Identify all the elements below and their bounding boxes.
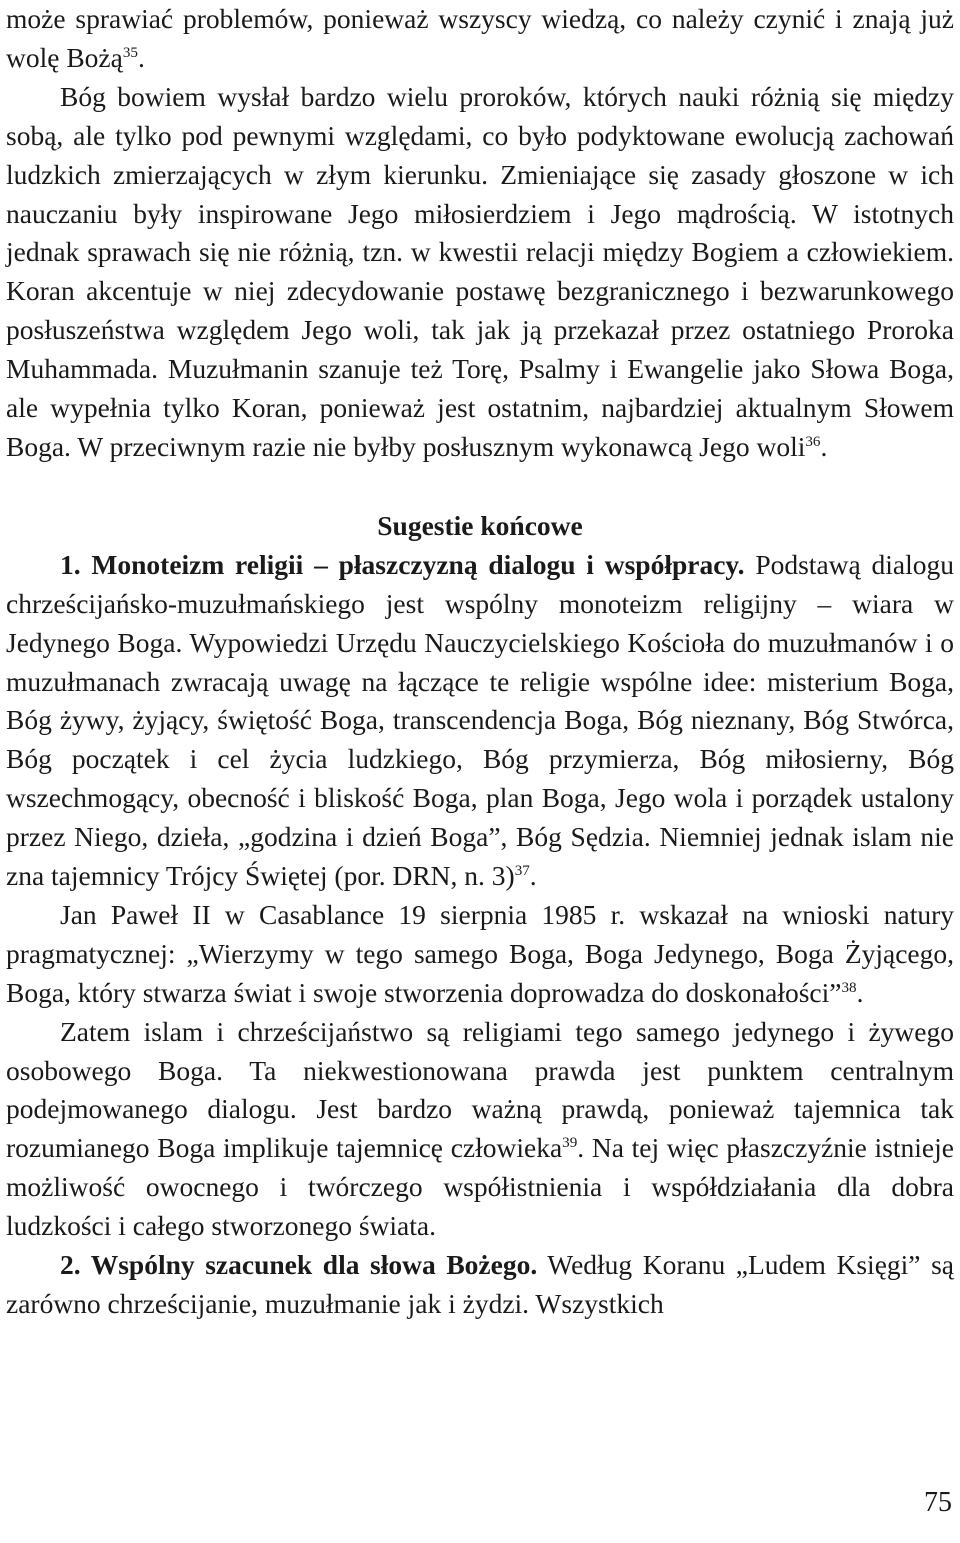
- paragraph-6: [6, 1246, 954, 1324]
- footnote-ref-35: 35: [122, 44, 138, 61]
- paragraph-2-text: Bóg bowiem wysłał bardzo wielu proroków, których nauki różnią się między sobą, ale tylko pod pewnymi względami, co było podyktowane ewolucją zachowań ludzkich zmierzających w złym kierunku. Zmieniające się zasady głoszone w ich nauczaniu były inspirowane Jego miłosierdziem i Jego mądrością. W istotnych jednak sprawach się nie różnią, tzn. w kwestii relacji między Bogiem a człowiekiem. Koran akcentuje w niej zdecydowanie postawę bezgranicznego i bezwarunkowego posłuszeństwa względem Jego woli, tak jak ją przekazał przez ostatniego Proroka Muhammada. Muzułmanin szanuje też Torę, Psalmy i Ewangelie jako Słowa Boga, ale wypełnia tylko Koran, ponieważ jest ostatnim, najbardziej aktualnym Słowem Boga. W przeciwnym razie nie byłby posłusznym wykonawcą Jego woli: [6, 80, 954, 462]
- page-number: 75: [924, 1487, 952, 1518]
- paragraph-3-tail: .: [529, 860, 537, 892]
- paragraph-4-text: Jan Paweł II w Casablance 19 sierpnia 1985 r. wskazał na wnioski natury pragmatycznej: „Wierzymy w tego samego Boga, Boga Jedynego, Boga Żyjącego, Boga, który stwarza świat i swoje stworzenia doprowadza do doskonałości”: [6, 898, 954, 1008]
- footnote-ref-38: 38: [841, 979, 857, 996]
- paragraph-6-text: Według Koranu „Ludem Księgi” są zarówno chrześcijanie, muzułmanie jak i żydzi. Wszystkich: [6, 1249, 954, 1319]
- paragraph-3-text: Podstawą dialogu chrześcijańsko-muzułmańskiego jest wspólny monoteizm religijny – wiara w Jedynego Boga. Wypowiedzi Urzędu Nauczycielskiego Kościoła do muzułmanów i o muzułmanach zwracają uwagę na łączące te religie wspólne idee: misterium Boga, Bóg żywy, żyjący, świętość Boga, transcendencja Boga, Bóg nieznany, Bóg Stwórca, Bóg początek i cel życia ludzkiego, Bóg przymierza, Bóg miłosierny, Bóg wszechmogący, obecność i bliskość Boga, plan Boga, Jego wola i porządek ustalony przez Niego, dzieła, „godzina i dzień Boga”, Bóg Sędzia. Niemniej jednak islam nie zna tajemnicy Trójcy Świętej (por. DRN, n. 3): [6, 548, 954, 892]
- paragraph-5: [6, 1013, 954, 1246]
- footnote-ref-37: 37: [514, 862, 530, 879]
- subsection-heading-2: 2. Wspólny szacunek dla słowa Bożego.: [60, 1249, 538, 1281]
- footnote-ref-39: 39: [562, 1135, 578, 1152]
- paragraph-4: [6, 896, 954, 1013]
- paragraph-5-text: Zatem islam i chrześcijaństwo są religiami tego samego jedynego i żywego osobowego Boga. Ta niekwestionowana prawda jest punktem centralnym podejmowanego dialogu. Jest bardzo ważną prawdą, ponieważ tajemnica tak rozumianego Boga implikuje tajemnicę człowieka: [6, 1015, 954, 1164]
- footnote-ref-36: 36: [805, 433, 821, 450]
- subsection-heading-1: 1. Monoteizm religii – płaszczyzną dialogu i współpracy.: [60, 548, 745, 580]
- paragraph-1: [6, 0, 954, 78]
- paragraph-1-text: może sprawiać problemów, ponieważ wszyscy wiedzą, co należy czynić i znają już wolę Bożą: [6, 3, 954, 73]
- paragraph-1-tail: .: [137, 41, 145, 73]
- section-title: Sugestie końcowe: [377, 509, 583, 541]
- paragraph-2-tail: .: [820, 430, 828, 462]
- paragraph-5-tail: . Na tej więc płaszczyźnie istnieje możliwość owocnego i twórczego współistnienia i współdziałania dla dobra ludzkości i całego stworzonego świata.: [6, 1132, 954, 1242]
- paragraph-3: [6, 546, 954, 896]
- paragraph-2: [6, 78, 954, 467]
- paragraph-4-tail: .: [856, 976, 864, 1008]
